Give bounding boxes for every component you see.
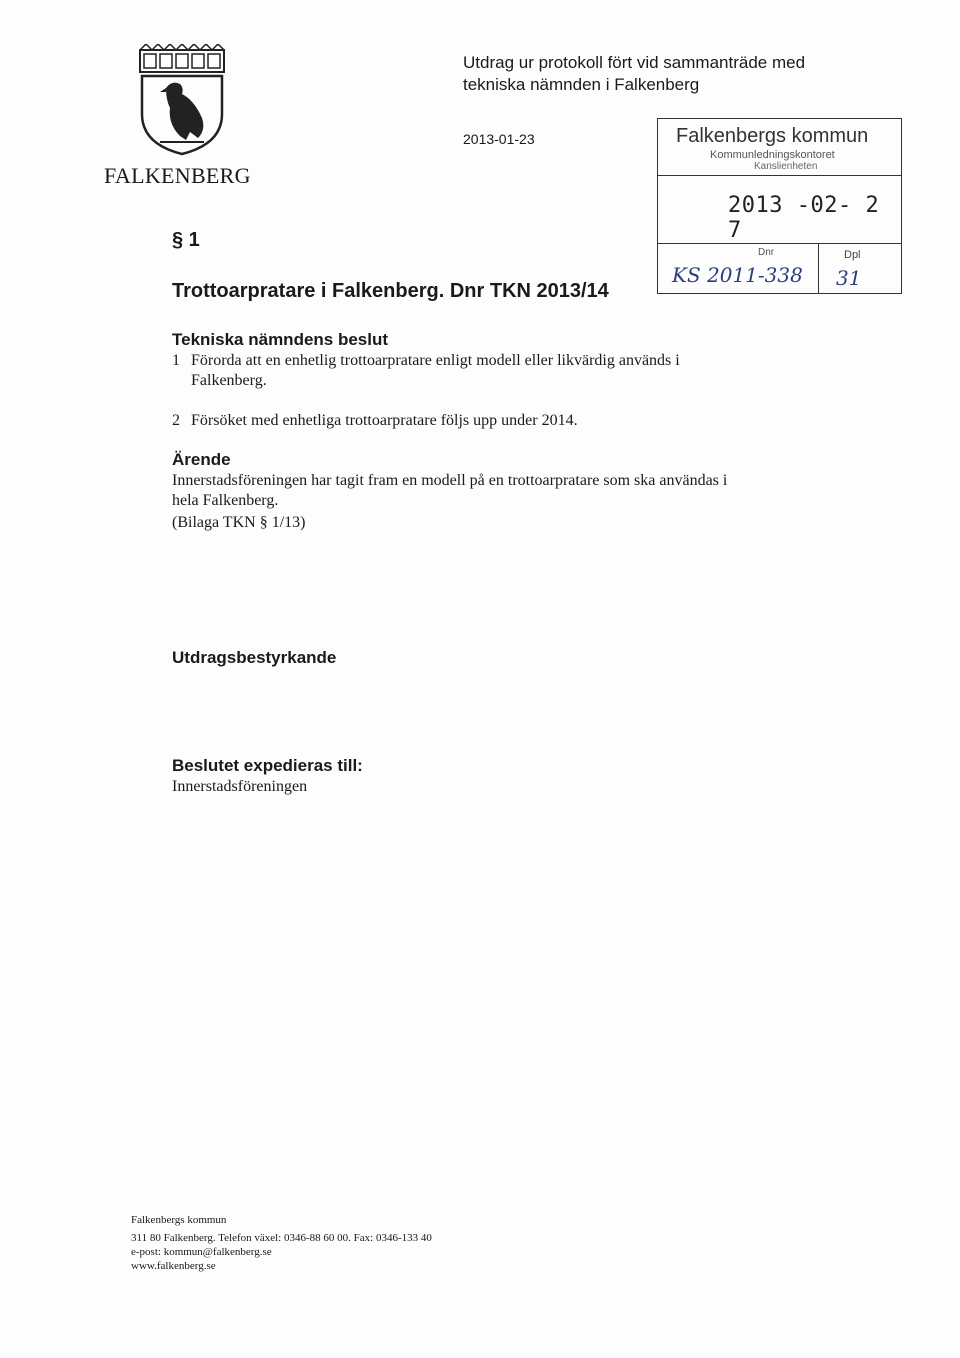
decision-item-number: 2 [172, 412, 180, 429]
decision-item-line: Förorda att en enhetlig trottoarpratare enligt modell eller likvärdig används i [191, 352, 680, 369]
decision-heading: Tekniska nämndens beslut [172, 330, 389, 349]
arende-line: Innerstadsföreningen har tagit fram en modell på en trottoarpratare som ska användas i [172, 472, 728, 489]
dispatch-recipient: Innerstadsföreningen [172, 778, 308, 795]
footer-email: e-post: kommun@falkenberg.se [131, 1246, 272, 1258]
header-title [463, 52, 883, 96]
arende-attachment: (Bilaga TKN § 1/13) [172, 514, 306, 531]
header-title-line1: Utdrag ur protokoll fört vid sammanträde med [463, 53, 806, 72]
dispatch-heading: Beslutet expedieras till: [172, 756, 363, 775]
received-stamp [657, 118, 902, 294]
stamp-divider [658, 243, 901, 244]
paragraph-number: § 1 [172, 229, 200, 251]
org-name: FALKENBERG [104, 163, 251, 188]
footer-address: 311 80 Falkenberg. Telefon växel: 0346-88 60 00. Fax: 0346-133 40 [131, 1232, 432, 1244]
stamp-org: Falkenbergs kommun [676, 125, 869, 147]
footer-org: Falkenbergs kommun [131, 1214, 227, 1226]
arende-text [172, 471, 822, 511]
decision-item-text: Försöket med enhetliga trottoarpratare följs upp under 2014. [191, 412, 578, 429]
stamp-divider [818, 243, 819, 293]
header-title-line2: tekniska nämnden i Falkenberg [463, 75, 700, 94]
stamp-received-date: 2013 -02- 2 7 [728, 193, 880, 243]
coat-of-arms-falcon-icon [136, 44, 228, 156]
decision-item-number: 1 [172, 352, 180, 369]
case-title: Trottoarpratare i Falkenberg. Dnr TKN 2013/14 [172, 280, 609, 302]
decision-item-text [191, 351, 771, 391]
arende-heading: Ärende [172, 450, 231, 469]
stamp-dept: Kommunledningskontoret [710, 149, 835, 161]
stamp-dpl-label: Dpl [844, 249, 861, 261]
certification-heading: Utdragsbestyrkande [172, 648, 337, 667]
decision-item-line: Falkenberg. [191, 372, 267, 389]
meeting-date: 2013-01-23 [463, 131, 535, 147]
stamp-dnr-label: Dnr [758, 247, 775, 258]
stamp-dnr-value: KS 2011-338 [672, 263, 803, 287]
stamp-office: Kanslienheten [754, 161, 818, 172]
footer-web: www.falkenberg.se [131, 1260, 216, 1272]
stamp-dpl-value: 31 [836, 266, 862, 290]
stamp-divider [658, 175, 901, 176]
arende-line: hela Falkenberg. [172, 492, 279, 509]
